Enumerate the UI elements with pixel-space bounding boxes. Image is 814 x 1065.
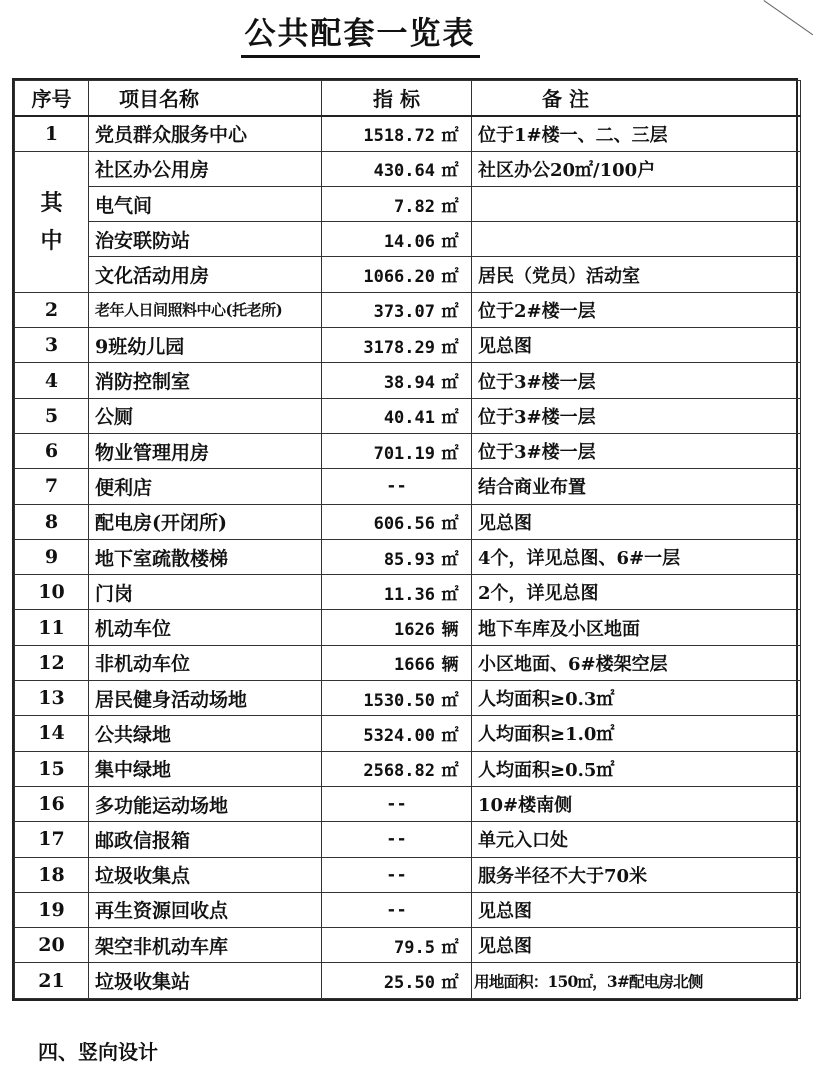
item-index	[322, 539, 472, 574]
index-unit: ㎡	[441, 408, 459, 429]
item-index	[322, 892, 472, 927]
next-section-heading: 四、竖向设计	[38, 1040, 158, 1064]
item-index	[322, 292, 472, 327]
item-name: 文化活动用房	[89, 257, 322, 292]
index-value: 430.64	[373, 161, 435, 182]
item-note: 结合商业布置	[472, 469, 801, 504]
item-note: 4个，详见总图、6#一层	[472, 539, 801, 574]
header-index: 指 标	[322, 81, 472, 116]
row-number: 17	[15, 822, 89, 857]
item-note	[472, 222, 801, 257]
item-note: 地下车库及小区地面	[472, 610, 801, 645]
index-value: 1530.50	[363, 690, 435, 711]
index-unit: ㎡	[441, 761, 459, 782]
item-note: 服务半径不大于70米	[472, 857, 801, 892]
item-note: 人均面积≥0.3㎡	[472, 681, 801, 716]
item-name: 便利店	[89, 469, 322, 504]
item-note: 位于3#楼一层	[472, 363, 801, 398]
table-row	[15, 363, 801, 398]
item-index	[322, 116, 472, 151]
table-row	[15, 257, 801, 292]
header-name: 项目名称	[89, 81, 322, 116]
index-value: --	[386, 864, 407, 885]
item-name: 电气间	[89, 186, 322, 221]
row-number: 10	[15, 575, 89, 610]
item-note: 见总图	[472, 504, 801, 539]
index-value: 701.19	[373, 443, 435, 464]
table-row	[15, 116, 801, 151]
index-value: 606.56	[373, 514, 435, 535]
row-number: 5	[15, 398, 89, 433]
index-value: 2568.82	[363, 761, 435, 782]
table-row	[15, 328, 801, 363]
item-name: 非机动车位	[89, 645, 322, 680]
item-name: 物业管理用房	[89, 433, 322, 468]
index-value: 79.5	[394, 937, 435, 958]
table-row	[15, 398, 801, 433]
item-index	[322, 186, 472, 221]
table-row	[15, 292, 801, 327]
item-note: 见总图	[472, 328, 801, 363]
index-value: --	[386, 899, 407, 920]
table-row	[15, 857, 801, 892]
index-value: 1066.20	[363, 267, 435, 288]
item-name: 9班幼儿园	[89, 328, 322, 363]
row-number: 8	[15, 504, 89, 539]
index-value: --	[386, 794, 407, 815]
page-title: 公共配套一览表	[0, 8, 720, 58]
row-number: 16	[15, 786, 89, 821]
table-row	[15, 433, 801, 468]
item-index	[322, 575, 472, 610]
item-note: 位于2#楼一层	[472, 292, 801, 327]
item-name: 公厕	[89, 398, 322, 433]
table-row	[15, 963, 801, 998]
group-label: 其中	[15, 151, 89, 292]
item-index	[322, 610, 472, 645]
item-name: 邮政信报箱	[89, 822, 322, 857]
index-value: --	[386, 829, 407, 850]
row-number: 3	[15, 328, 89, 363]
item-index	[322, 363, 472, 398]
table-row	[15, 928, 801, 963]
row-number: 1	[15, 116, 89, 151]
table-row	[15, 786, 801, 821]
item-note: 小区地面、6#楼架空层	[472, 645, 801, 680]
table-header-row	[15, 81, 801, 116]
table-row	[15, 222, 801, 257]
item-name: 公共绿地	[89, 716, 322, 751]
index-unit: ㎡	[441, 267, 459, 288]
row-number: 19	[15, 892, 89, 927]
table-row	[15, 539, 801, 574]
item-note: 位于3#楼一层	[472, 398, 801, 433]
header-note: 备 注	[472, 81, 801, 116]
table-row	[15, 151, 801, 186]
item-note	[472, 186, 801, 221]
index-unit: ㎡	[441, 373, 459, 394]
row-number: 21	[15, 963, 89, 998]
item-note: 用地面积：150㎡，3#配电房北侧	[472, 963, 801, 998]
index-unit: ㎡	[441, 443, 459, 464]
index-unit: ㎡	[441, 302, 459, 323]
item-note: 10#楼南侧	[472, 786, 801, 821]
row-number: 15	[15, 751, 89, 786]
item-note: 位于3#楼一层	[472, 433, 801, 468]
index-unit: ㎡	[441, 196, 459, 217]
row-number: 14	[15, 716, 89, 751]
item-index	[322, 328, 472, 363]
table-row	[15, 681, 801, 716]
item-name: 党员群众服务中心	[89, 116, 322, 151]
item-index	[322, 504, 472, 539]
row-number: 7	[15, 469, 89, 504]
index-value: 1666	[394, 655, 435, 676]
index-value: 5324.00	[363, 725, 435, 746]
item-index	[322, 751, 472, 786]
item-name: 多功能运动场地	[89, 786, 322, 821]
row-number: 20	[15, 928, 89, 963]
index-value: 7.82	[394, 196, 435, 217]
index-value: 373.07	[373, 302, 435, 323]
index-value: 85.93	[383, 549, 435, 570]
index-unit: ㎡	[441, 126, 459, 147]
item-name: 消防控制室	[89, 363, 322, 398]
item-index	[322, 716, 472, 751]
index-unit: ㎡	[441, 937, 459, 958]
index-unit: ㎡	[441, 973, 459, 994]
table-row	[15, 186, 801, 221]
row-number: 11	[15, 610, 89, 645]
item-name: 机动车位	[89, 610, 322, 645]
row-number: 2	[15, 292, 89, 327]
index-value: 11.36	[383, 584, 435, 605]
index-unit: ㎡	[441, 549, 459, 570]
index-value: --	[386, 476, 407, 497]
row-number: 18	[15, 857, 89, 892]
item-index	[322, 222, 472, 257]
index-unit: ㎡	[441, 690, 459, 711]
item-index	[322, 963, 472, 998]
row-number: 9	[15, 539, 89, 574]
index-value: 40.41	[383, 408, 435, 429]
row-number: 4	[15, 363, 89, 398]
index-value: 38.94	[383, 373, 435, 394]
item-name: 配电房(开闭所)	[89, 504, 322, 539]
index-unit: ㎡	[441, 337, 459, 358]
item-index	[322, 786, 472, 821]
item-name: 社区办公用房	[89, 151, 322, 186]
table-row	[15, 469, 801, 504]
index-unit: 辆	[441, 620, 459, 641]
item-name: 居民健身活动场地	[89, 681, 322, 716]
table-row	[15, 892, 801, 927]
row-number: 6	[15, 433, 89, 468]
index-unit: ㎡	[441, 231, 459, 252]
index-unit: ㎡	[441, 161, 459, 182]
table-row	[15, 716, 801, 751]
index-value: 1518.72	[363, 126, 435, 147]
item-index	[322, 822, 472, 857]
item-name: 门岗	[89, 575, 322, 610]
item-note: 人均面积≥1.0㎡	[472, 716, 801, 751]
item-index	[322, 681, 472, 716]
table-row	[15, 610, 801, 645]
item-note: 见总图	[472, 928, 801, 963]
item-name: 垃圾收集站	[89, 963, 322, 998]
item-name: 治安联防站	[89, 222, 322, 257]
item-name: 地下室疏散楼梯	[89, 539, 322, 574]
item-name: 集中绿地	[89, 751, 322, 786]
table-row	[15, 645, 801, 680]
table-row	[15, 822, 801, 857]
item-index	[322, 645, 472, 680]
item-name: 老年人日间照料中心(托老所)	[89, 292, 322, 327]
row-number: 12	[15, 645, 89, 680]
table-row	[15, 751, 801, 786]
item-name: 再生资源回收点	[89, 892, 322, 927]
facility-table	[12, 78, 798, 1001]
index-value: 1626	[394, 620, 435, 641]
item-index	[322, 433, 472, 468]
index-value: 14.06	[383, 231, 435, 252]
item-index	[322, 151, 472, 186]
item-note: 见总图	[472, 892, 801, 927]
index-value: 3178.29	[363, 337, 435, 358]
item-index	[322, 257, 472, 292]
item-note: 人均面积≥0.5㎡	[472, 751, 801, 786]
item-name: 垃圾收集点	[89, 857, 322, 892]
item-note: 居民（党员）活动室	[472, 257, 801, 292]
item-note: 单元入口处	[472, 822, 801, 857]
index-unit: 辆	[441, 655, 459, 676]
item-index	[322, 469, 472, 504]
item-note: 位于1#楼一、二、三层	[472, 116, 801, 151]
index-value: 25.50	[383, 973, 435, 994]
index-unit: ㎡	[441, 725, 459, 746]
row-number: 13	[15, 681, 89, 716]
index-unit: ㎡	[441, 584, 459, 605]
item-index	[322, 857, 472, 892]
header-no: 序号	[15, 81, 89, 116]
table-row	[15, 504, 801, 539]
table-row	[15, 575, 801, 610]
index-unit: ㎡	[441, 514, 459, 535]
item-note: 社区办公20㎡/100户	[472, 151, 801, 186]
item-index	[322, 928, 472, 963]
item-index	[322, 398, 472, 433]
item-note: 2个，详见总图	[472, 575, 801, 610]
item-name: 架空非机动车库	[89, 928, 322, 963]
corner-line	[763, 0, 813, 35]
